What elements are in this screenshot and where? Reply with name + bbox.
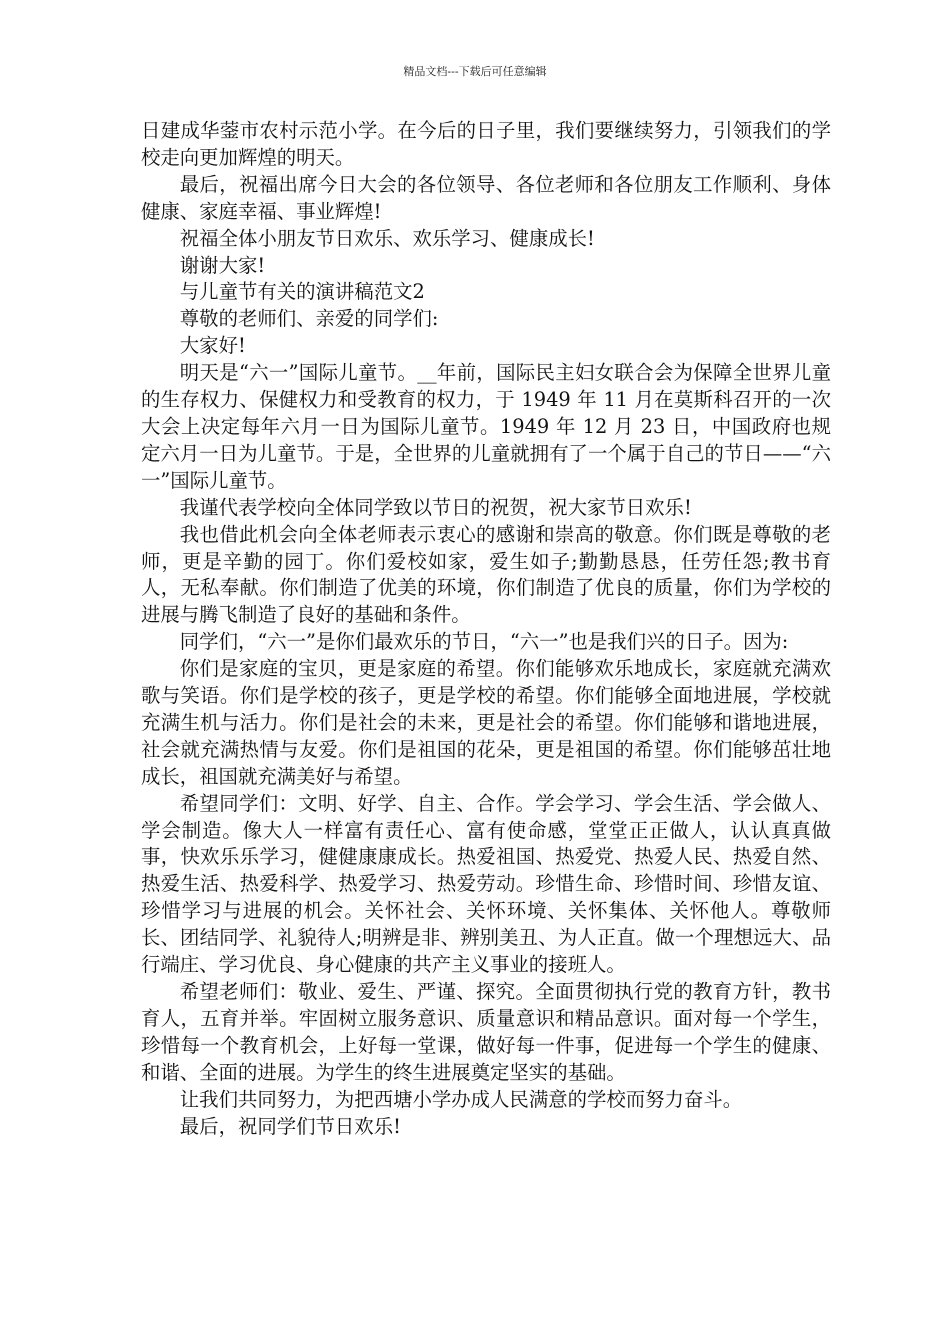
salutation: 尊敬的老师们、亲爱的同学们: xyxy=(179,307,439,331)
document-body xyxy=(141,118,831,1140)
paragraph-10: 我也借此机会向全体老师表示衷心的感谢和崇高的敬意。你们既是尊敬的老师，更是辛勤的园丁。你们爱校如家，爱生如子;勤勤恳恳，任劳任怨;教书育人，无私奉献。你们制造了优美的环境，你们制造了优良的质量，你们为学校的进展与腾飞制造了良好的基础和条件。 xyxy=(141,522,831,627)
paragraph-15: 让我们共同努力，为把西塘小学办成人民满意的学校而努力奋斗。 xyxy=(179,1087,743,1111)
paragraph-13: 希望同学们：文明、好学、自主、合作。学会学习、学会生活、学会做人、学会制造。像大人一样富有责任心、富有使命感，堂堂正正做人，认认真真做事，快欢乐乐学习，健健康康成长。热爱祖国、热爱党、热爱人民、热爱自然、热爱生活、热爱科学、热爱学习、热爱劳动。珍惜生命、珍惜时间、珍惜友谊、珍惜学习与进展的机会。关怀社会、关怀环境、关怀集体、关怀他人。尊敬师长、团结同学、礼貌待人;明辨是非、辨别美丑、为人正直。做一个理想远大、品行端庄、学习优良、身心健康的共产主义事业的接班人。 xyxy=(141,791,831,977)
paragraph-8: 明天是“六一”国际儿童节。__年前，国际民主妇女联合会为保障全世界儿童的生存权力、保健权力和受教育的权力，于 1949 年 11 月在莫斯科召开的一次大会上决定每年六月一日为国际儿童节。1949 年 12 月 23 日，中国政府也规定六月一日为儿童节。于是，全世界的儿童就拥有了一个属于自己的节日——“六一”国际儿童节。 xyxy=(141,361,831,492)
greeting: 大家好! xyxy=(179,334,246,358)
paragraph-12: 你们是家庭的宝贝，更是家庭的希望。你们能够欢乐地成长，家庭就充满欢歌与笑语。你们是学校的孩子，更是学校的希望。你们能够全面地进展，学校就充满生机与活力。你们是社会的未来，更是社会的希望。你们能够和谐地进展，社会就充满热情与友爱。你们是祖国的花朵，更是祖国的希望。你们能够茁壮地成长，祖国就充满美好与希望。 xyxy=(141,657,831,788)
paragraph-14: 希望老师们：敬业、爱生、严谨、探究。全面贯彻执行党的教育方针，教书育人，五育并举。牢固树立服务意识、质量意识和精品意识。面对每一个学生，珍惜每一个教育机会，上好每一堂课，做好每一件事，促进每一个学生的健康、和谐、全面的进展。为学生的终生进展奠定坚实的基础。 xyxy=(141,980,831,1084)
paragraph-11: 同学们，“六一”是你们最欢乐的节日，“六一”也是我们兴的日子。因为: xyxy=(179,630,789,654)
paragraph-1: 日建成华蓥市农村示范小学。在今后的日子里，我们要继续努力，引领我们的学校走向更加辉煌的明天。 xyxy=(141,119,831,169)
paragraph-3: 祝福全体小朋友节日欢乐、欢乐学习、健康成长! xyxy=(179,226,595,250)
page-header: 精品文档---下载后可任意编辑 xyxy=(403,65,547,78)
paragraph-2: 最后，祝福出席今日大会的各位领导、各位老师和各位朋友工作顺利、身体健康、家庭幸福、事业辉煌! xyxy=(141,172,831,223)
closing-paragraph: 最后，祝同学们节日欢乐! xyxy=(179,1114,401,1138)
section-title: 与儿童节有关的演讲稿范文2 xyxy=(179,280,425,304)
paragraph-9: 我谨代表学校向全体同学致以节日的祝贺，祝大家节日欢乐! xyxy=(179,495,692,519)
paragraph-4: 谢谢大家! xyxy=(179,253,266,277)
